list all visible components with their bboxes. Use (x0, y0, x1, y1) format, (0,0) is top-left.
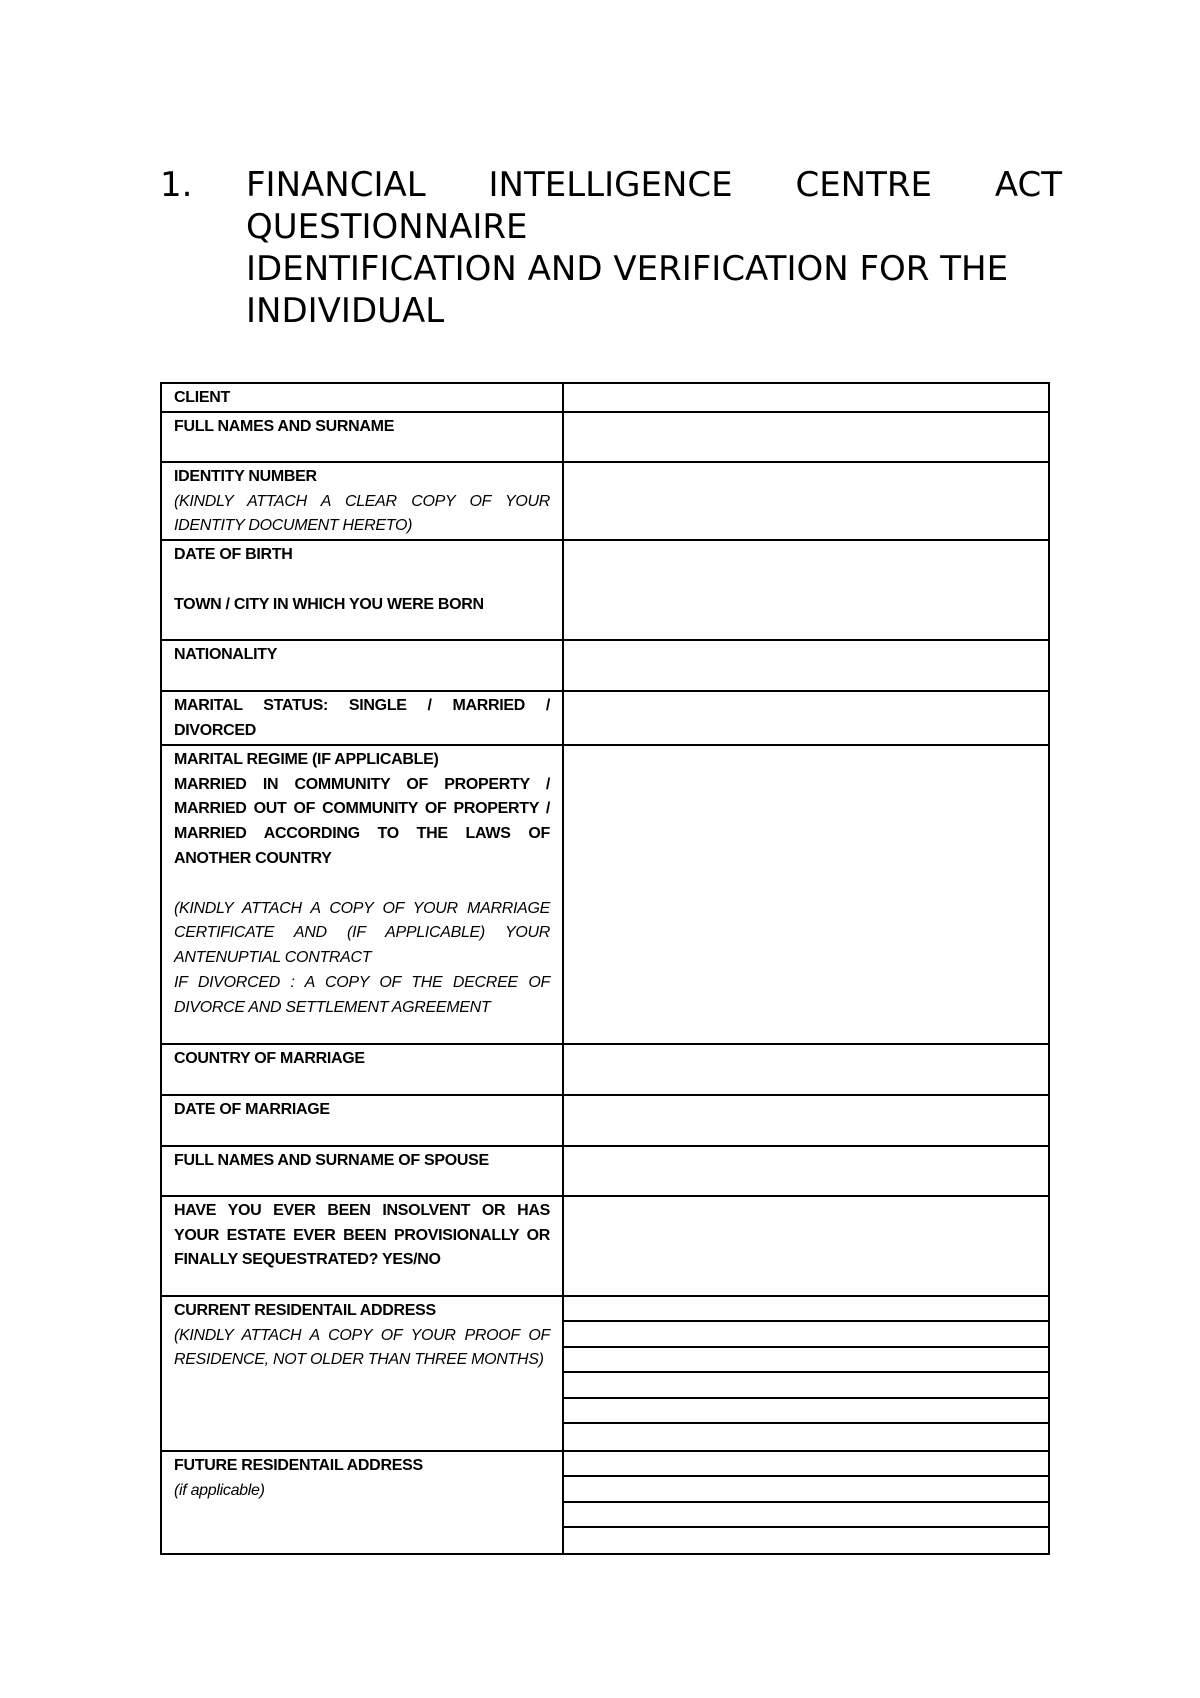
future-address-line-2[interactable] (564, 1477, 1048, 1503)
insolvent-label: HAVE YOU EVER BEEN INSOLVENT OR HAS YOUR ESTATE EVER BEEN PROVISIONALLY OR FINALLY SEQUESTRATED? YES/NO (161, 1196, 563, 1296)
table-row (161, 1044, 1049, 1095)
marital-regime-field[interactable] (563, 745, 1049, 1044)
nationality-field[interactable] (563, 640, 1049, 691)
future-address-line-3[interactable] (564, 1503, 1048, 1528)
table-row (161, 1095, 1049, 1146)
current-address-line-4[interactable] (564, 1373, 1048, 1399)
nationality-label: NATIONALITY (161, 640, 563, 691)
table-row (161, 383, 1049, 412)
future-address-cell (563, 1451, 1049, 1554)
marital-status-label: MARITAL STATUS: SINGLE / MARRIED / DIVORCED (161, 691, 563, 745)
date-of-birth-field[interactable] (563, 540, 1049, 640)
heading-line-3: IDENTIFICATION AND VERIFICATION FOR THE (246, 249, 1009, 289)
table-row (161, 462, 1049, 540)
current-address-cell (563, 1296, 1049, 1451)
full-names-label: FULL NAMES AND SURNAME (161, 412, 563, 462)
table-row (161, 1451, 1049, 1554)
future-address-note: (if applicable) (174, 1481, 265, 1499)
client-label: CLIENT (161, 383, 563, 412)
current-address-line-6[interactable] (564, 1424, 1048, 1448)
section-number: 1. (160, 165, 193, 205)
table-row (161, 1196, 1049, 1296)
date-of-marriage-label: DATE OF MARRIAGE (161, 1095, 563, 1146)
divorce-note: IF DIVORCED : A COPY OF THE DECREE OF DIVORCE AND SETTLEMENT AGREEMENT (174, 973, 550, 1016)
current-address-line-1[interactable] (564, 1297, 1048, 1322)
table-row (161, 1296, 1049, 1451)
client-field[interactable] (563, 383, 1049, 412)
future-address-label: FUTURE RESIDENTAIL ADDRESS (174, 1456, 423, 1474)
spouse-names-label: FULL NAMES AND SURNAME OF SPOUSE (161, 1146, 563, 1196)
full-names-field[interactable] (563, 412, 1049, 462)
current-address-line-5[interactable] (564, 1399, 1048, 1424)
marital-status-field[interactable] (563, 691, 1049, 745)
table-row (161, 540, 1049, 640)
identity-note: (KINDLY ATTACH A CLEAR COPY OF YOUR IDENTITY DOCUMENT HERETO) (174, 492, 550, 535)
current-address-label: CURRENT RESIDENTAIL ADDRESS (174, 1301, 436, 1319)
current-address-note: (KINDLY ATTACH A COPY OF YOUR PROOF OF RESIDENCE, NOT OLDER THAN THREE MONTHS) (174, 1326, 550, 1369)
table-row (161, 745, 1049, 1044)
town-city-label: TOWN / CITY IN WHICH YOU WERE BORN (174, 595, 484, 613)
heading-line-2: QUESTIONNAIRE (246, 207, 528, 247)
date-of-birth-label: DATE OF BIRTH (174, 546, 293, 564)
date-of-marriage-field[interactable] (563, 1095, 1049, 1146)
table-row (161, 691, 1049, 745)
current-address-line-2[interactable] (564, 1322, 1048, 1348)
table-row (161, 1146, 1049, 1196)
country-of-marriage-field[interactable] (563, 1044, 1049, 1095)
marital-regime-options: MARRIED IN COMMUNITY OF PROPERTY / MARRIED OUT OF COMMUNITY OF PROPERTY / MARRIED ACCORDING TO THE LAWS OF ANOTHER COUNTRY (174, 775, 550, 867)
current-address-line-3[interactable] (564, 1348, 1048, 1373)
future-address-line-1[interactable] (564, 1452, 1048, 1477)
insolvent-field[interactable] (563, 1196, 1049, 1296)
future-address-line-4[interactable] (564, 1528, 1048, 1551)
heading-line-4: INDIVIDUAL (246, 291, 445, 331)
heading-line-1: FINANCIAL INTELLIGENCE CENTRE ACT (246, 165, 1062, 205)
questionnaire-table (160, 382, 1050, 1555)
spouse-names-field[interactable] (563, 1146, 1049, 1196)
identity-number-label: IDENTITY NUMBER (174, 467, 317, 485)
marital-regime-note: (KINDLY ATTACH A COPY OF YOUR MARRIAGE CERTIFICATE AND (IF APPLICABLE) YOUR ANTENUPTIAL CONTRACT (174, 899, 550, 967)
form-heading (160, 164, 1062, 332)
table-row (161, 412, 1049, 462)
marital-regime-label: MARITAL REGIME (IF APPLICABLE) (174, 750, 439, 768)
identity-number-field[interactable] (563, 462, 1049, 540)
country-of-marriage-label: COUNTRY OF MARRIAGE (161, 1044, 563, 1095)
table-row (161, 640, 1049, 691)
